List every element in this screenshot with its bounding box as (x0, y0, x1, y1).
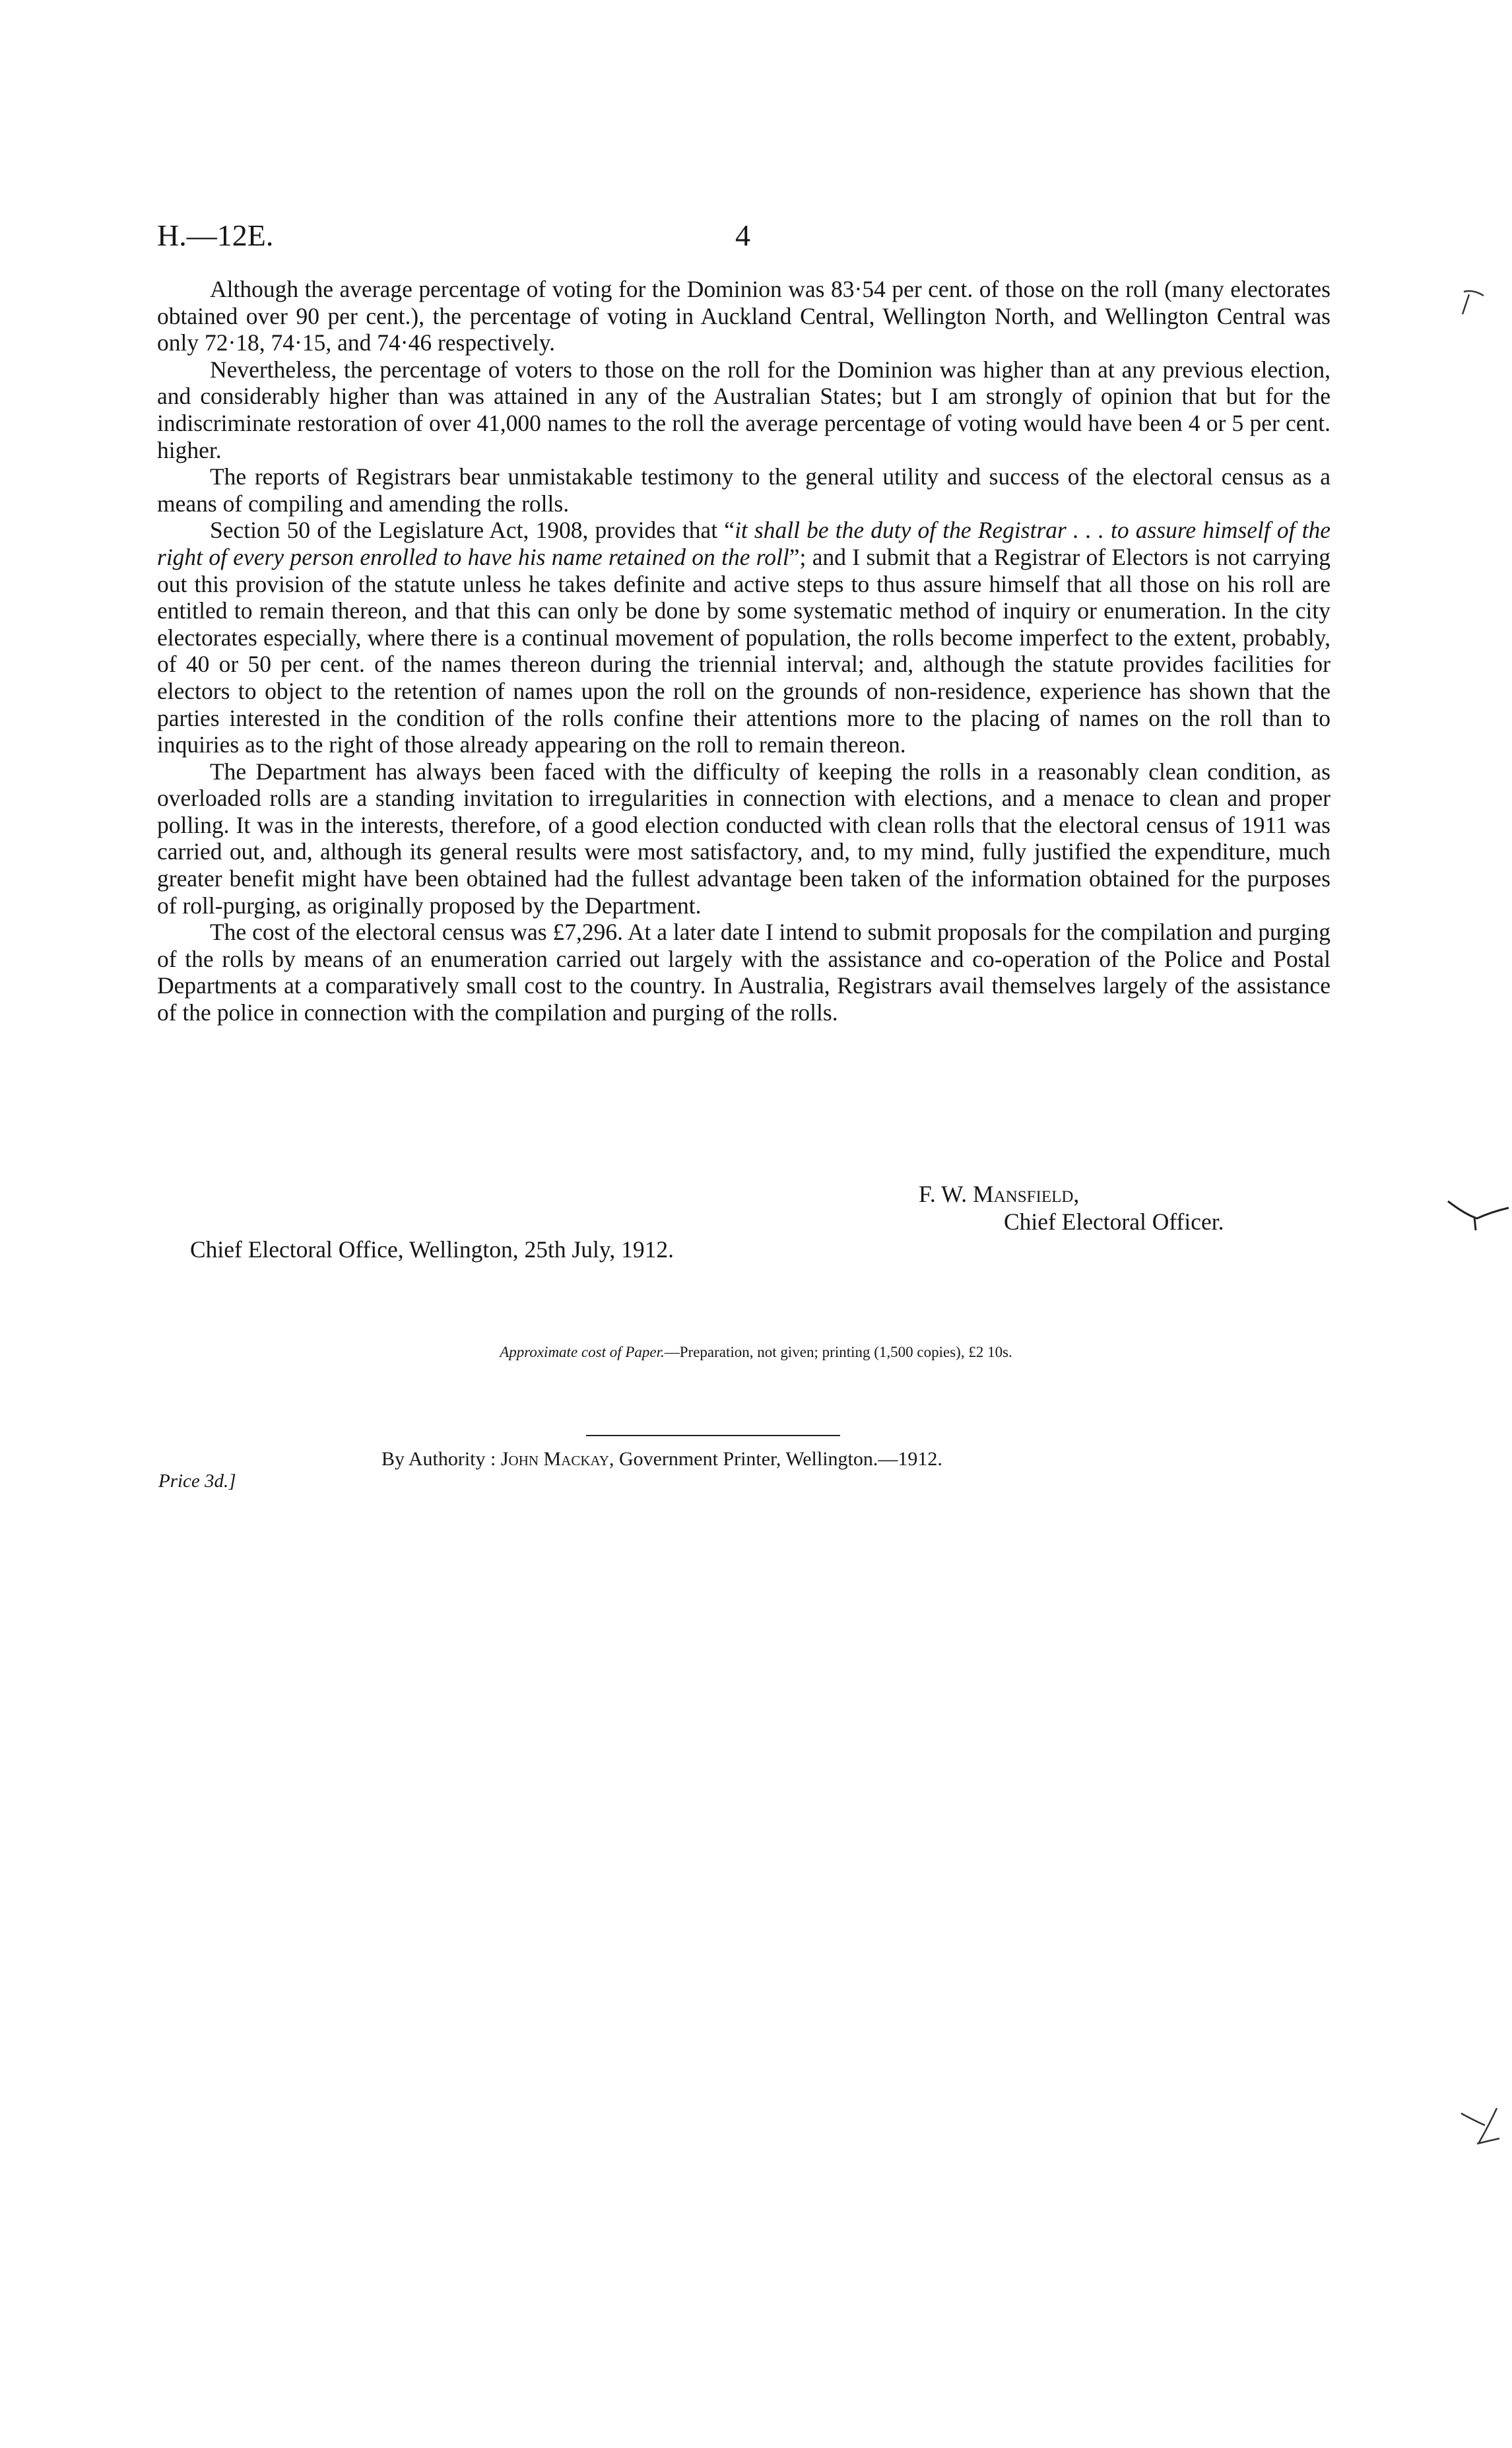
document-reference: H.—12E. (157, 218, 274, 252)
printer-prefix: By Authority : (381, 1448, 496, 1470)
paragraph-text: Although the average percentage of voting for the Dominion was 83·54 per cent. of those on the roll (many electorates obtained over 90 per cent.), the percentage of voting in Auckland Central, Wellington North, and Wellington Central was only 72·18, 74·15, and 74·46 respectively. (157, 276, 1331, 356)
margin-pen-mark (1459, 285, 1498, 318)
paragraph-census-cost (157, 919, 1331, 1026)
paragraph-registrar-reports (157, 463, 1331, 517)
paragraph-department-difficulty (157, 758, 1331, 919)
dateline: Chief Electoral Office, Wellington, 25th July, 1912. (190, 1236, 674, 1263)
signature-title: Chief Electoral Officer. (1004, 1208, 1224, 1235)
margin-pen-mark (1445, 1195, 1511, 1241)
paragraph-text: The reports of Registrars bear unmistakable testimony to the general utility and success of the electoral census as a means of compiling and amending the rolls. (157, 463, 1331, 517)
paragraph-text: Nevertheless, the percentage of voters to those on the roll for the Dominion was higher than at any previous election, and considerably higher than was attained in any of the Australian States; but I am strongly of opinion that but for the indiscriminate restoration of over 41,000 names to the roll the average percentage of voting would have been 4 or 5 per cent. higher. (157, 356, 1331, 463)
paragraph-section-50 (157, 517, 1331, 758)
statute-quote: it shall be the duty of the Registrar . . . to assure himself of the right of every person enrolled to have his name retained on the roll (157, 517, 1331, 570)
margin-pen-mark (1459, 2105, 1511, 2152)
signature-suffix: , (1073, 1181, 1080, 1207)
signature-initials: F. W. (919, 1181, 968, 1207)
page-number: 4 (735, 218, 750, 252)
body-text (157, 276, 1331, 1026)
cost-note-text: —Preparation, not given; printing (1,500 copies), £2 10s. (664, 1344, 1012, 1360)
paragraph-previous-election (157, 356, 1331, 463)
price-note: Price 3d.] (158, 1471, 236, 1492)
printer-suffix: , Government Printer, Wellington.—1912. (608, 1448, 942, 1470)
paragraph-text: The Department has always been faced with the difficulty of keeping the rolls in a reasonably clean condition, as overloaded rolls are a standing invitation to irregularities in connection with elections, and a menace to clean and proper polling. It was in the interests, therefore, of a good election conducted with clean rolls that the electoral census of 1911 was carried out, and, although its general results were most satisfactory, and, to my mind, fully justified the expenditure, much greater benefit might have been obtained had the fullest advantage been taken of the information obtained for the purposes of roll-purging, as originally proposed by the Department. (157, 758, 1331, 919)
printer-line (381, 1448, 942, 1471)
signature-name (919, 1180, 1079, 1208)
signature-surname: Mansfield (973, 1181, 1074, 1207)
printer-name: John Mackay (500, 1448, 609, 1470)
paragraph-voting-percentage (157, 276, 1331, 356)
cost-note-label: Approximate cost of Paper. (500, 1344, 665, 1360)
paragraph-text: ”; and I submit that a Registrar of Electors is not carrying out this provision of the statute unless he takes definite and active steps to thus assure himself that all those on his roll are entitled to remain thereon, and that this can only be done by some systematic method of inquiry or enumeration. In the city electorates especially, where there is a continual movement of population, the rolls become imperfect to the extent, probably, of 40 or 50 per cent. of the names thereon during the triennial interval; and, although the statute provides facilities for electors to object to the retention of names upon the roll on the grounds of non-residence, experience has shown that the parties interested in the condition of the rolls confine their attentions more to the placing of names on the roll than to inquiries as to the right of those already appearing on the roll to remain thereon. (157, 543, 1331, 758)
cost-note (0, 1344, 1512, 1361)
paragraph-text: The cost of the electoral census was £7,296. At a later date I intend to submit proposals for the compilation and purging of the rolls by means of an enumeration carried out largely with the assistance and co-operation of the Police and Postal Departments at a comparatively small cost to the country. In Australia, Registrars avail themselves largely of the assistance of the police in connection with the compilation and purging of the rolls. (157, 919, 1331, 1026)
paragraph-text: Section 50 of the Legislature Act, 1908, provides that “ (210, 517, 735, 544)
divider-rule (586, 1435, 840, 1436)
